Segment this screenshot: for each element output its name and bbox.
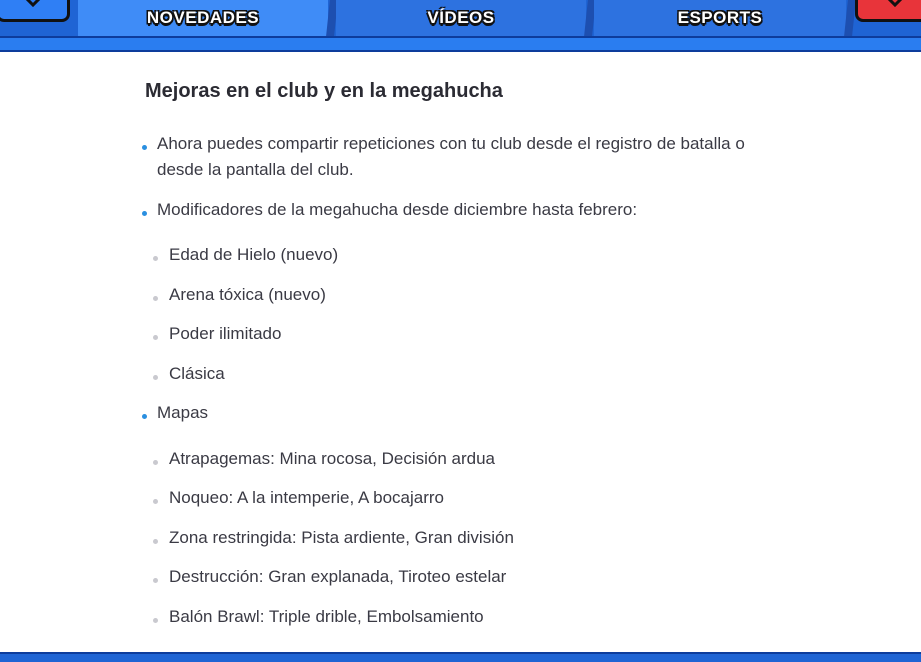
bullet-point bbox=[142, 414, 147, 419]
sub-bullet-point bbox=[153, 460, 158, 465]
top-navigation bbox=[0, 0, 921, 52]
bottom-bar bbox=[0, 652, 921, 662]
list-item: Modificadores de la megahucha desde diciembre hasta febrero: bbox=[157, 200, 638, 219]
chevron-down-icon bbox=[886, 0, 904, 7]
tab-esports[interactable]: ESPORTS bbox=[594, 0, 846, 36]
sub-list-item: Noqueo: A la intemperie, A bocajarro bbox=[169, 488, 445, 507]
sub-bullet-point bbox=[153, 499, 158, 504]
sub-bullet-point bbox=[153, 539, 158, 544]
tab-videos[interactable]: VÍDEOS bbox=[336, 0, 586, 36]
left-corner-button[interactable] bbox=[0, 0, 70, 22]
nav-underline bbox=[0, 36, 921, 52]
sub-list-item: Edad de Hielo (nuevo) bbox=[169, 245, 339, 264]
sub-list-item: Arena tóxica (nuevo) bbox=[169, 285, 326, 304]
sub-bullet-point bbox=[153, 296, 158, 301]
sub-list-item: Balón Brawl: Triple drible, Embolsamiento bbox=[169, 607, 484, 626]
sub-list-item: Atrapagemas: Mina rocosa, Decisión ardua bbox=[169, 449, 495, 468]
bullet-point bbox=[142, 145, 147, 150]
right-corner-button[interactable] bbox=[855, 0, 921, 22]
sub-list-item: Poder ilimitado bbox=[169, 324, 282, 343]
sub-list-item: Destrucción: Gran explanada, Tiroteo estelar bbox=[169, 567, 507, 586]
sub-bullet-point bbox=[153, 335, 158, 340]
bullet-point bbox=[142, 211, 147, 216]
sub-bullet-point bbox=[153, 375, 158, 380]
sub-list-item: Zona restringida: Pista ardiente, Gran división bbox=[169, 528, 514, 547]
list-item: Ahora puedes compartir repeticiones con tu club desde el registro de batalla o desde la pantalla del club. bbox=[157, 134, 745, 179]
sub-bullet-point bbox=[153, 618, 158, 623]
section-heading: Mejoras en el club y en la megahucha bbox=[145, 80, 503, 102]
list-item: Mapas bbox=[157, 403, 209, 422]
sub-bullet-point bbox=[153, 578, 158, 583]
chevron-down-icon bbox=[24, 0, 42, 7]
sub-bullet-point bbox=[153, 256, 158, 261]
sub-list-item: Clásica bbox=[169, 364, 225, 383]
tab-novedades[interactable]: NOVEDADES bbox=[78, 0, 328, 36]
